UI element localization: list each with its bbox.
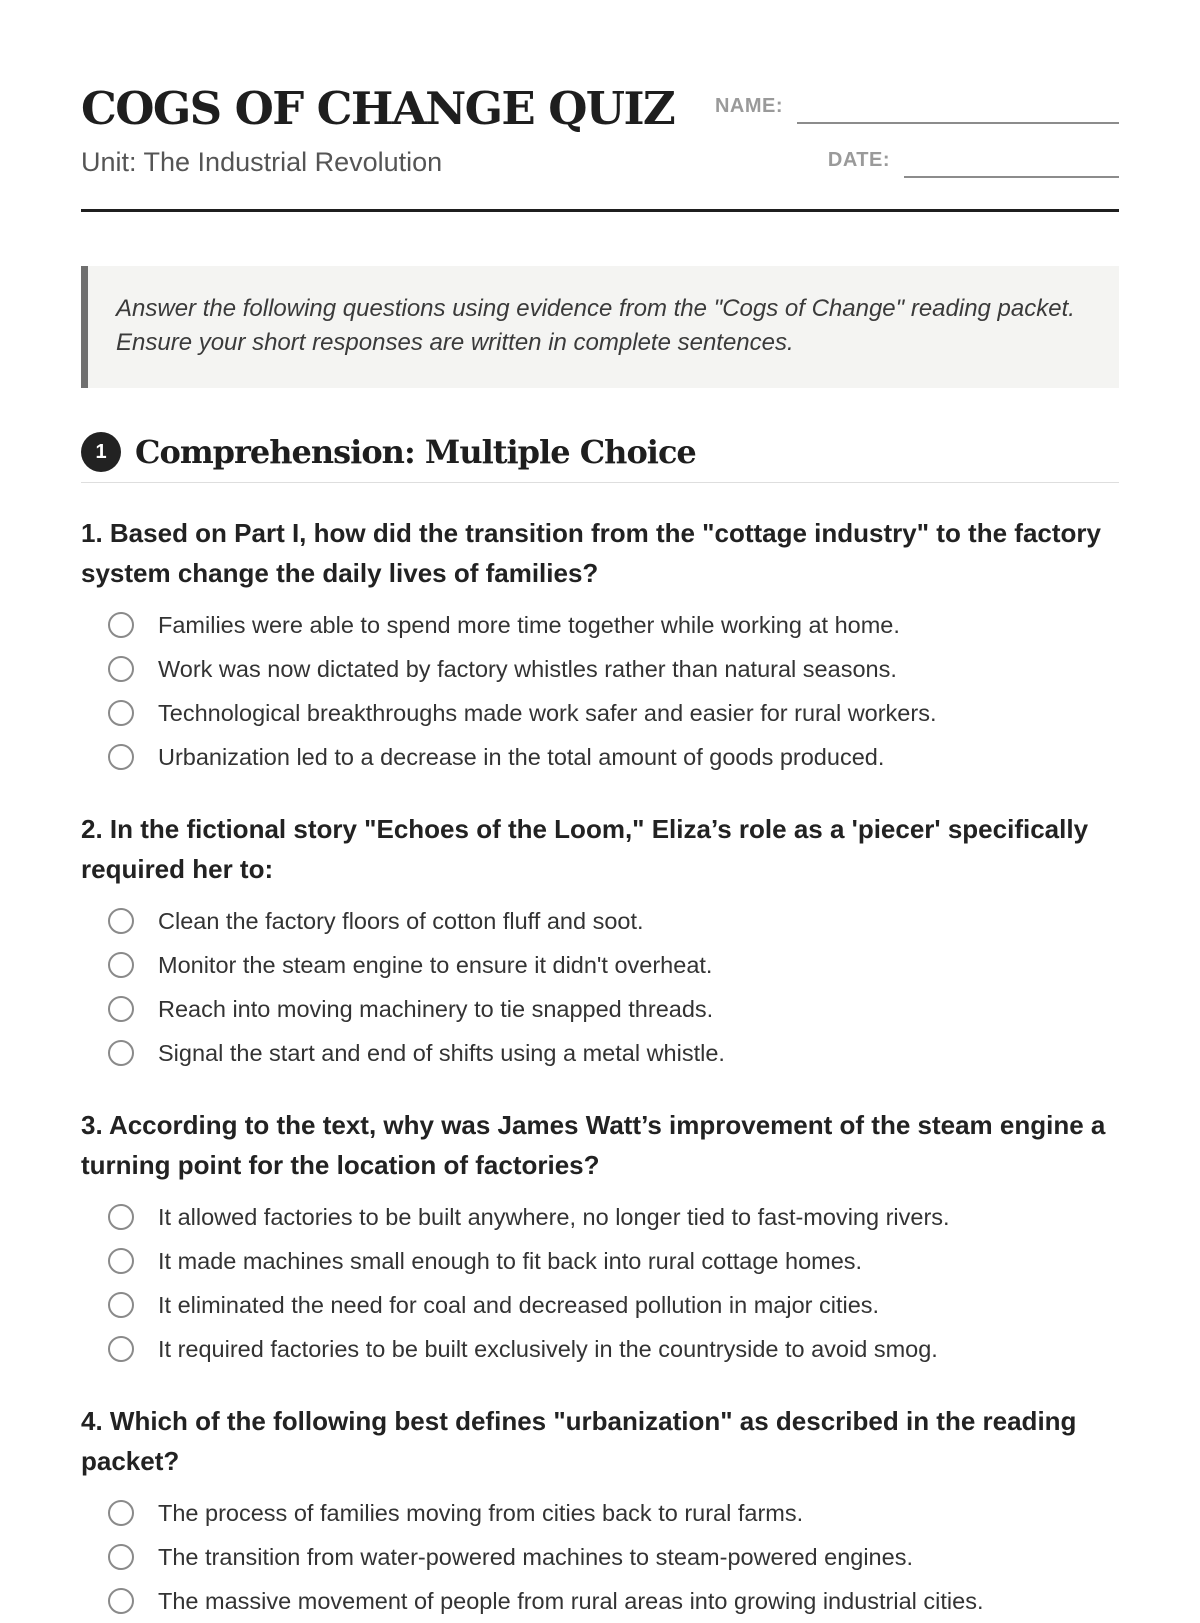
answer-option[interactable] xyxy=(81,1195,1119,1239)
radio-button[interactable] xyxy=(108,1204,134,1230)
question-3 xyxy=(81,1105,1119,1371)
radio-button[interactable] xyxy=(108,1544,134,1570)
quiz-title: COGS OF CHANGE QUIZ xyxy=(81,82,675,135)
answer-option[interactable] xyxy=(81,943,1119,987)
radio-button[interactable] xyxy=(108,908,134,934)
option-label: It allowed factories to be built anywhere, no longer tied to fast-moving rivers. xyxy=(158,1204,950,1230)
option-label: Urbanization led to a decrease in the total amount of goods produced. xyxy=(158,744,885,770)
name-input-line[interactable] xyxy=(797,90,1119,124)
option-label: Families were able to spend more time together while working at home. xyxy=(158,612,900,638)
answer-option[interactable] xyxy=(81,1031,1119,1075)
answer-option[interactable] xyxy=(81,1327,1119,1371)
answer-option[interactable] xyxy=(81,647,1119,691)
option-label: It made machines small enough to fit back into rural cottage homes. xyxy=(158,1248,863,1274)
section-number-badge: 1 xyxy=(81,432,121,472)
section-heading xyxy=(81,432,1119,483)
answer-option[interactable] xyxy=(81,691,1119,735)
option-label: Work was now dictated by factory whistles rather than natural seasons. xyxy=(158,656,897,682)
question-2 xyxy=(81,809,1119,1075)
answer-option[interactable] xyxy=(81,1535,1119,1579)
question-text: 4. Which of the following best defines "urbanization" as described in the reading packet? xyxy=(81,1406,1077,1476)
question-4 xyxy=(81,1401,1119,1623)
question-text: 2. In the fictional story "Echoes of the Loom," Eliza’s role as a 'piecer' specifically required her to: xyxy=(81,814,1089,884)
answer-option[interactable] xyxy=(81,603,1119,647)
question-text: 1. Based on Part I, how did the transition from the "cottage industry" to the factory system change the daily lives of families? xyxy=(81,518,1101,588)
answer-option[interactable] xyxy=(81,899,1119,943)
option-label: The transition from water-powered machines to steam-powered engines. xyxy=(158,1544,913,1570)
option-label: Clean the factory floors of cotton fluff and soot. xyxy=(158,908,644,934)
instructions-box xyxy=(81,266,1119,388)
name-field xyxy=(715,90,1119,124)
answer-option[interactable] xyxy=(81,1579,1119,1623)
radio-button[interactable] xyxy=(108,1500,134,1526)
option-label: The process of families moving from cities back to rural farms. xyxy=(158,1500,804,1526)
section-title: Comprehension: Multiple Choice xyxy=(135,433,696,471)
answer-option[interactable] xyxy=(81,1283,1119,1327)
name-label: NAME: xyxy=(714,95,783,117)
radio-button[interactable] xyxy=(108,700,134,726)
radio-button[interactable] xyxy=(108,952,134,978)
option-label: Reach into moving machinery to tie snapped threads. xyxy=(158,996,714,1022)
question-1 xyxy=(81,513,1119,779)
answer-option[interactable] xyxy=(81,987,1119,1031)
answer-option[interactable] xyxy=(81,735,1119,779)
option-label: Technological breakthroughs made work safer and easier for rural workers. xyxy=(158,700,937,726)
radio-button[interactable] xyxy=(108,744,134,770)
option-label: It required factories to be built exclusively in the countryside to avoid smog. xyxy=(158,1336,938,1362)
radio-button[interactable] xyxy=(108,612,134,638)
radio-button[interactable] xyxy=(108,1040,134,1066)
instructions-text: Answer the following questions using evidence from the "Cogs of Change" reading packet. Ensure your short responses are written in complete sentences. xyxy=(116,295,1075,356)
radio-button[interactable] xyxy=(108,1336,134,1362)
radio-button[interactable] xyxy=(108,656,134,682)
option-label: The massive movement of people from rural areas into growing industrial cities. xyxy=(158,1588,984,1614)
date-label: DATE: xyxy=(827,149,890,171)
date-field xyxy=(828,144,1119,178)
answer-option[interactable] xyxy=(81,1491,1119,1535)
option-label: It eliminated the need for coal and decreased pollution in major cities. xyxy=(158,1292,880,1318)
quiz-header xyxy=(81,0,1119,212)
answer-option[interactable] xyxy=(81,1239,1119,1283)
radio-button[interactable] xyxy=(108,996,134,1022)
option-label: Signal the start and end of shifts using a metal whistle. xyxy=(158,1040,725,1066)
radio-button[interactable] xyxy=(108,1248,134,1274)
radio-button[interactable] xyxy=(108,1588,134,1614)
quiz-subtitle: Unit: The Industrial Revolution xyxy=(81,147,443,177)
radio-button[interactable] xyxy=(108,1292,134,1318)
option-label: Monitor the steam engine to ensure it didn't overheat. xyxy=(158,952,713,978)
question-text: 3. According to the text, why was James Watt’s improvement of the steam engine a turning point for the location of factories? xyxy=(81,1110,1106,1180)
date-input-line[interactable] xyxy=(904,144,1119,178)
